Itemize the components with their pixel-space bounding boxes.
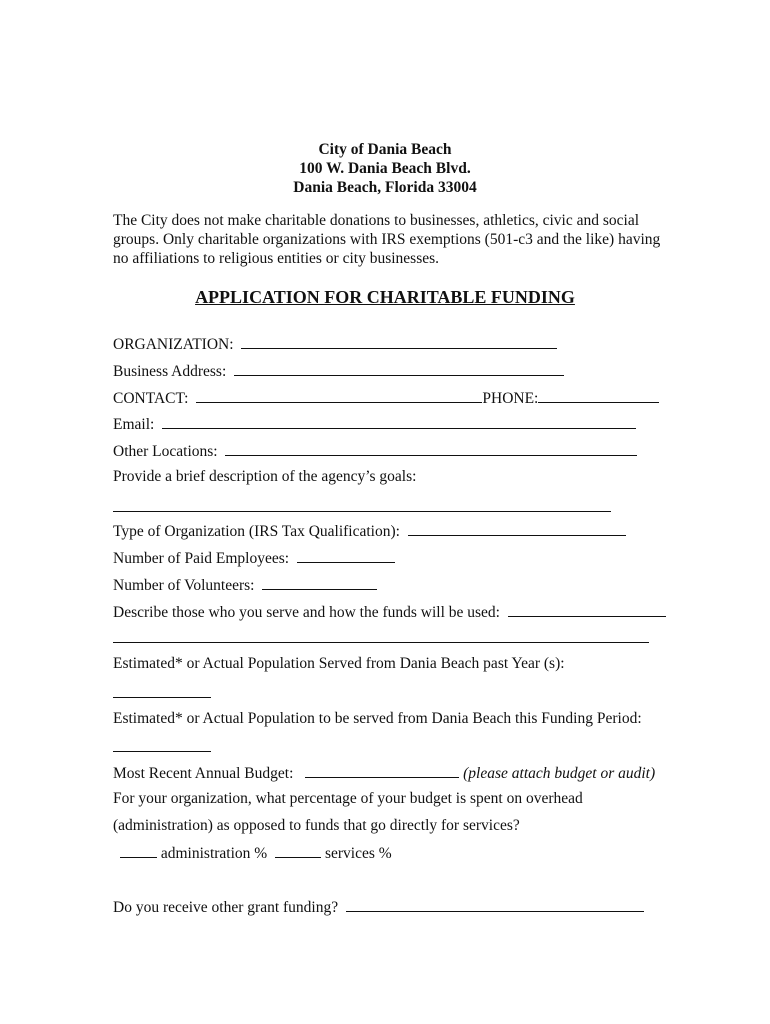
intro-line: groups. Only charitable organizations with IRS exemptions (501-c3 and the like) having bbox=[113, 231, 661, 248]
intro-line: The City does not make charitable donations to businesses, athletics, civic and social bbox=[113, 212, 640, 229]
other-grants-field[interactable] bbox=[346, 897, 644, 912]
city-name: City of Dania Beach bbox=[318, 141, 452, 158]
email-field[interactable] bbox=[162, 414, 636, 429]
volunteers-label: Number of Volunteers: bbox=[113, 577, 255, 594]
business-address-field[interactable] bbox=[234, 361, 564, 376]
other-locations-field[interactable] bbox=[225, 441, 637, 456]
agency-goals-label: Provide a brief description of the agency’s goals: bbox=[113, 468, 417, 485]
agency-goals-field[interactable] bbox=[113, 497, 611, 512]
budget-label: Most Recent Annual Budget: bbox=[113, 765, 294, 782]
paid-employees-row bbox=[113, 548, 395, 568]
form-title: APPLICATION FOR CHARITABLE FUNDING bbox=[195, 287, 575, 307]
budget-field[interactable] bbox=[305, 763, 459, 778]
admin-pct-label: administration % bbox=[160, 845, 268, 862]
overhead-question-line2: (administration) as opposed to funds that go directly for services? bbox=[113, 817, 520, 834]
city-address: 100 W. Dania Beach Blvd. bbox=[299, 160, 471, 177]
other-locations-label: Other Locations: bbox=[113, 443, 218, 460]
organization-label: ORGANIZATION: bbox=[113, 336, 234, 353]
other-locations-row bbox=[113, 441, 637, 461]
serve-describe-label: Describe those who you serve and how the funds will be used: bbox=[113, 604, 500, 621]
overhead-row bbox=[120, 843, 392, 863]
overhead-question-line1: For your organization, what percentage of your budget is spent on overhead bbox=[113, 790, 583, 807]
budget-row bbox=[113, 763, 655, 783]
email-row bbox=[113, 414, 636, 434]
volunteers-field[interactable] bbox=[262, 575, 377, 590]
business-address-label: Business Address: bbox=[113, 363, 227, 380]
org-type-field[interactable] bbox=[408, 521, 626, 536]
services-pct-field[interactable] bbox=[275, 843, 321, 858]
other-grants-label: Do you receive other grant funding? bbox=[113, 899, 339, 916]
paid-employees-field[interactable] bbox=[297, 548, 395, 563]
city-state-zip: Dania Beach, Florida 33004 bbox=[293, 179, 477, 196]
contact-row bbox=[113, 388, 659, 408]
phone-label: PHONE: bbox=[482, 390, 539, 407]
serve-describe-field-continued[interactable] bbox=[113, 628, 649, 643]
pop-to-serve-label: Estimated* or Actual Population to be served from Dania Beach this Funding Period: bbox=[113, 710, 642, 727]
pop-served-past-field[interactable] bbox=[113, 683, 211, 698]
intro-paragraph bbox=[113, 211, 661, 268]
org-type-row bbox=[113, 521, 626, 541]
admin-pct-field[interactable] bbox=[120, 843, 157, 858]
organization-field[interactable] bbox=[241, 334, 557, 349]
business-address-row bbox=[113, 361, 564, 381]
paid-employees-label: Number of Paid Employees: bbox=[113, 550, 290, 567]
pop-to-serve-field[interactable] bbox=[113, 737, 211, 752]
contact-label: CONTACT: bbox=[113, 390, 189, 407]
serve-describe-row bbox=[113, 602, 666, 622]
budget-note: (please attach budget or audit) bbox=[463, 765, 656, 782]
pop-served-past-label: Estimated* or Actual Population Served from Dania Beach past Year (s): bbox=[113, 655, 565, 672]
email-label: Email: bbox=[113, 416, 155, 433]
contact-field[interactable] bbox=[196, 388, 482, 403]
services-pct-label: services % bbox=[324, 845, 392, 862]
other-grants-row bbox=[113, 897, 644, 917]
serve-describe-field[interactable] bbox=[508, 602, 666, 617]
intro-line: no affiliations to religious entities or city businesses. bbox=[113, 250, 440, 267]
org-type-label: Type of Organization (IRS Tax Qualification): bbox=[113, 523, 400, 540]
volunteers-row bbox=[113, 575, 377, 595]
organization-row bbox=[113, 334, 557, 354]
phone-field[interactable] bbox=[538, 388, 659, 403]
